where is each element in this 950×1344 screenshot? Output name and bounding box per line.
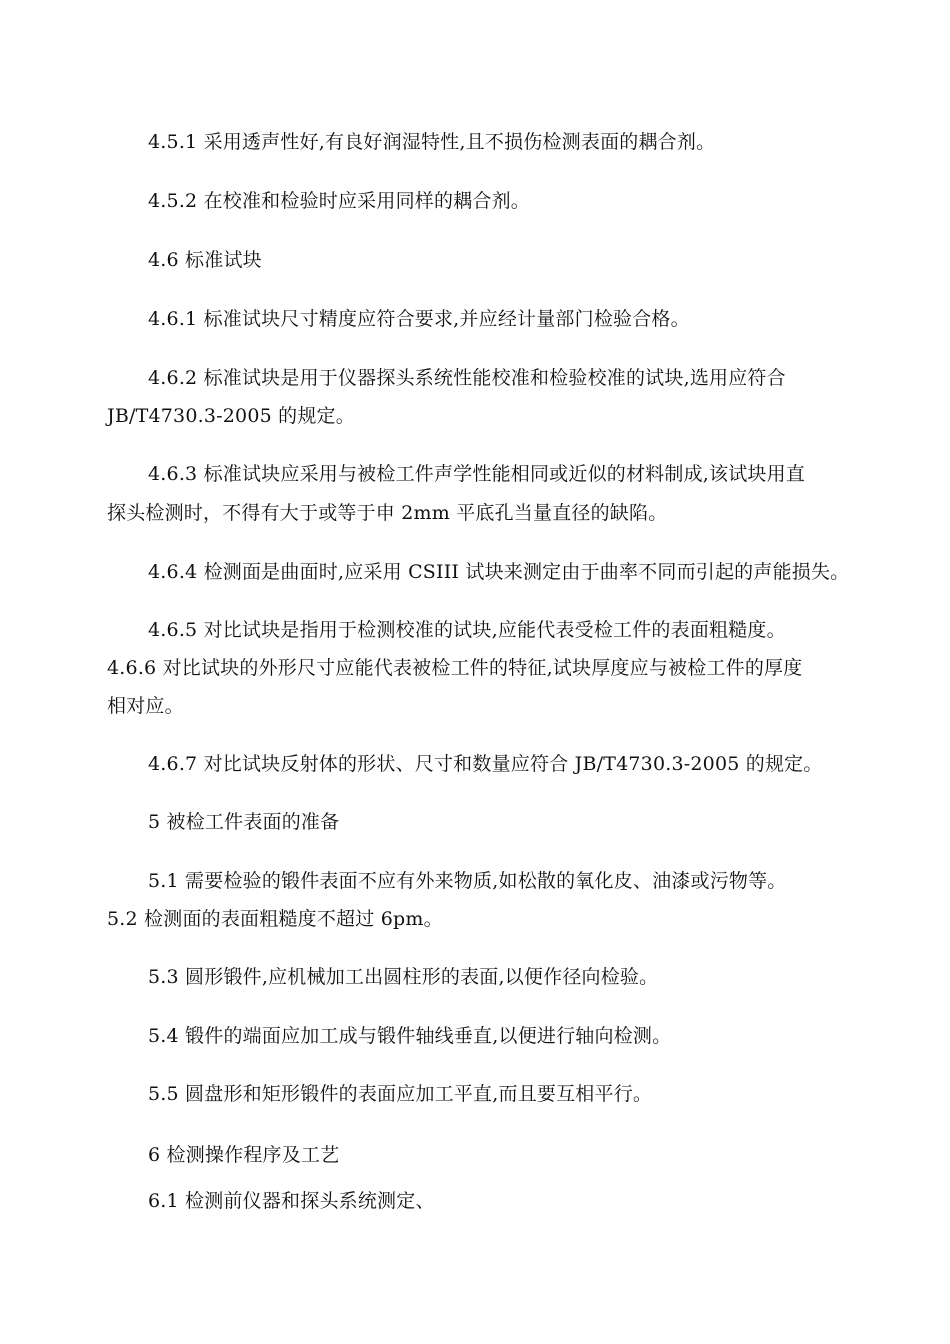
text-line: 4.6.1 标准试块尺寸精度应符合要求,并应经计量部门检验合格。 <box>148 308 690 330</box>
text-line: 5.3 圆形锻件,应机械加工出圆柱形的表面,以便作径向检验。 <box>148 966 659 988</box>
section-heading: 6 检测操作程序及工艺 <box>148 1144 340 1166</box>
text-line: 4.6.5 对比试块是指用于检测校准的试块,应能代表受检工件的表面粗糙度。 <box>148 619 786 641</box>
text-line: 6.1 检测前仪器和探头系统测定、 <box>148 1190 435 1212</box>
text-line: 相对应。 <box>107 695 184 717</box>
text-line: JB/T4730.3-2005 的规定。 <box>107 405 355 427</box>
text-line: 4.6.7 对比试块反射体的形状、尺寸和数量应符合 JB/T4730.3-2005 的规定。 <box>148 753 823 775</box>
text-line: 5.2 检测面的表面粗糙度不超过 6pm。 <box>107 908 443 930</box>
text-line: 4.6.3 标准试块应采用与被检工件声学性能相同或近似的材料制成,该试块用直 <box>148 463 806 485</box>
text-line: 4.6.6 对比试块的外形尺寸应能代表被检工件的特征,试块厚度应与被检工件的厚度 <box>107 657 803 679</box>
section-heading: 4.6 标准试块 <box>148 249 262 271</box>
text-line: 4.5.2 在校准和检验时应采用同样的耦合剂。 <box>148 190 530 212</box>
text-line: 5.5 圆盘形和矩形锻件的表面应加工平直,而且要互相平行。 <box>148 1083 653 1105</box>
section-heading: 5 被检工件表面的准备 <box>148 811 340 833</box>
text-line: 4.6.4 检测面是曲面时,应采用 CSIII 试块来测定由于曲率不同而引起的声能损失。 <box>148 561 850 583</box>
text-line: 4.5.1 采用透声性好,有良好润湿特性,且不损伤检测表面的耦合剂。 <box>148 131 716 153</box>
text-line: 5.1 需要检验的锻件表面不应有外来物质,如松散的氧化皮、油漆或污物等。 <box>148 870 787 892</box>
text-line: 探头检测时，不得有大于或等于申 2mm 平底孔当量直径的缺陷。 <box>107 502 668 524</box>
text-line: 5.4 锻件的端面应加工成与锻件轴线垂直,以便进行轴向检测。 <box>148 1025 672 1047</box>
text-line: 4.6.2 标准试块是用于仪器探头系统性能校准和检验校准的试块,选用应符合 <box>148 367 786 389</box>
